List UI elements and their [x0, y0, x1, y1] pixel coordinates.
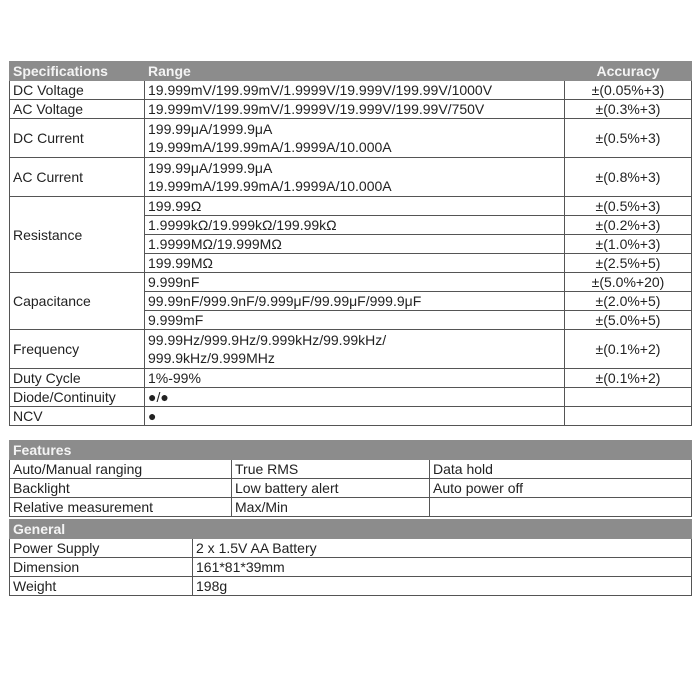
label-power-supply: Power Supply [10, 539, 193, 558]
feature-backlight: Backlight [10, 479, 232, 498]
row-ac-current [10, 158, 692, 197]
range-resistance-4: 199.99MΩ [145, 254, 565, 273]
label-dimension: Dimension [10, 558, 193, 577]
label-frequency: Frequency [10, 330, 145, 369]
accuracy-diode-continuity [565, 388, 692, 407]
label-resistance: Resistance [10, 197, 145, 273]
row-dc-current [10, 119, 692, 158]
accuracy-ac-current: ±(0.8%+3) [565, 158, 692, 197]
feature-true-rms: True RMS [232, 460, 430, 479]
range-capacitance-1: 9.999nF [145, 273, 565, 292]
accuracy-dc-voltage: ±(0.05%+3) [565, 81, 692, 100]
features-table [9, 440, 692, 517]
range-dc-current-line2: 19.999mA/199.99mA/1.9999A/10.000A [148, 139, 392, 155]
general-row-weight [10, 577, 692, 596]
range-dc-voltage: 19.999mV/199.99mV/1.9999V/19.999V/199.99V/1000V [145, 81, 565, 100]
label-ac-voltage: AC Voltage [10, 100, 145, 119]
features-title: Features [10, 441, 692, 460]
general-header-row [10, 520, 692, 539]
accuracy-ac-voltage: ±(0.3%+3) [565, 100, 692, 119]
range-frequency-line1: 99.99Hz/999.9Hz/9.999kHz/99.99kHz/ [148, 332, 387, 348]
accuracy-ncv [565, 407, 692, 426]
accuracy-resistance-3: ±(1.0%+3) [565, 235, 692, 254]
value-weight: 198g [193, 577, 692, 596]
accuracy-capacitance-2: ±(2.0%+5) [565, 292, 692, 311]
accuracy-duty-cycle: ±(0.1%+2) [565, 369, 692, 388]
range-dc-current [145, 119, 565, 158]
value-power-supply: 2 x 1.5V AA Battery [193, 539, 692, 558]
accuracy-resistance-2: ±(0.2%+3) [565, 216, 692, 235]
row-capacitance-1 [10, 273, 692, 292]
range-capacitance-2: 99.99nF/999.9nF/9.999μF/99.99μF/999.9μF [145, 292, 565, 311]
feature-max-min: Max/Min [232, 498, 430, 517]
row-diode-continuity [10, 388, 692, 407]
row-ncv [10, 407, 692, 426]
row-duty-cycle [10, 369, 692, 388]
accuracy-resistance-4: ±(2.5%+5) [565, 254, 692, 273]
row-frequency [10, 330, 692, 369]
features-header-row [10, 441, 692, 460]
accuracy-capacitance-3: ±(5.0%+5) [565, 311, 692, 330]
range-dc-current-line1: 199.99μA/1999.9μA [148, 121, 273, 137]
accuracy-capacitance-1: ±(5.0%+20) [565, 273, 692, 292]
range-frequency [145, 330, 565, 369]
features-row-1 [10, 460, 692, 479]
feature-empty [430, 498, 692, 517]
header-accuracy: Accuracy [565, 62, 692, 81]
row-ac-voltage [10, 100, 692, 119]
label-dc-current: DC Current [10, 119, 145, 158]
range-resistance-2: 1.9999kΩ/19.999kΩ/199.99kΩ [145, 216, 565, 235]
general-row-power [10, 539, 692, 558]
range-duty-cycle: 1%-99% [145, 369, 565, 388]
general-title: General [10, 520, 692, 539]
label-weight: Weight [10, 577, 193, 596]
accuracy-frequency: ±(0.1%+2) [565, 330, 692, 369]
range-ncv: ● [145, 407, 565, 426]
features-row-3 [10, 498, 692, 517]
range-ac-current-line1: 199.99μA/1999.9μA [148, 160, 273, 176]
feature-auto-power-off: Auto power off [430, 479, 692, 498]
header-specifications: Specifications [10, 62, 145, 81]
accuracy-resistance-1: ±(0.5%+3) [565, 197, 692, 216]
label-ncv: NCV [10, 407, 145, 426]
feature-low-battery-alert: Low battery alert [232, 479, 430, 498]
spec-header-row [10, 62, 692, 81]
value-dimension: 161*81*39mm [193, 558, 692, 577]
accuracy-dc-current: ±(0.5%+3) [565, 119, 692, 158]
general-table [9, 519, 692, 596]
range-capacitance-3: 9.999mF [145, 311, 565, 330]
general-row-dimension [10, 558, 692, 577]
label-diode-continuity: Diode/Continuity [10, 388, 145, 407]
range-frequency-line2: 999.9kHz/9.999MHz [148, 350, 275, 366]
feature-relative-measurement: Relative measurement [10, 498, 232, 517]
header-range: Range [145, 62, 565, 81]
label-ac-current: AC Current [10, 158, 145, 197]
label-dc-voltage: DC Voltage [10, 81, 145, 100]
feature-data-hold: Data hold [430, 460, 692, 479]
range-diode-continuity: ●/● [145, 388, 565, 407]
range-ac-current-line2: 19.999mA/199.99mA/1.9999A/10.000A [148, 178, 392, 194]
range-resistance-3: 1.9999MΩ/19.999MΩ [145, 235, 565, 254]
label-capacitance: Capacitance [10, 273, 145, 330]
range-ac-voltage: 19.999mV/199.99mV/1.9999V/19.999V/199.99V/750V [145, 100, 565, 119]
range-ac-current [145, 158, 565, 197]
label-duty-cycle: Duty Cycle [10, 369, 145, 388]
range-resistance-1: 199.99Ω [145, 197, 565, 216]
feature-auto-manual-ranging: Auto/Manual ranging [10, 460, 232, 479]
specifications-table [9, 61, 692, 426]
row-resistance-1 [10, 197, 692, 216]
features-row-2 [10, 479, 692, 498]
row-dc-voltage [10, 81, 692, 100]
